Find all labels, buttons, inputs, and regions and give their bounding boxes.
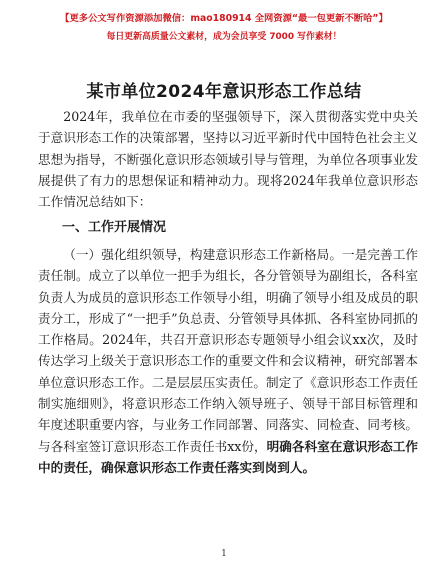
- section-heading: 一、工作开展情况: [62, 220, 167, 235]
- promo-banner-line2: 每日更新高质量公文素材，成为会员享受 7000 写作素材！: [106, 32, 342, 42]
- section-paragraph-emphasis: 明确各科室在意识形态工作中的责任，确保意识形态工作责任落实到岗到人。: [38, 438, 418, 475]
- section-paragraph-text: （一）强化组织领导，构建意识形态工作新格局。一是完善工作责任制。成立了以单位一把手为组长，各分管领导为副组长，各科室负责人为成员的意识形态工作领导小组，明确了领导小组及成员的职责分工，形成了“一把手”负总责、分管领导具体抓、各科室协同抓的工作格局。2024年，共召开意识形态专题领导小组会议xx次，及时传达学习上级关于意识形态工作的重要文件和会议精神，研究部署本单位意识形态工作。二是层层压实责任。制定了《意识形态工作责任制实施细则》，将意识形态工作纳入领导班子、领导干部目标管理和年度述职重要内容，与业务工作同部署、同落实、同检查、同考核。与各科室签订意识形态工作责任书xx份，: [38, 247, 418, 454]
- page-number: 1: [221, 549, 227, 559]
- document-title: 某市单位2024年意识形态工作总结: [86, 82, 362, 102]
- promo-banner: [0, 10, 448, 42]
- promo-banner-line1: 【更多公文写作资源添加微信：mao180914 全网资源“最一包更新不断哈”】: [60, 13, 388, 24]
- section-paragraph: [38, 244, 418, 478]
- intro-paragraph: 2024年，我单位在市委的坚强领导下，深入贯彻落实党中央关于意识形态工作的决策部署，坚持以习近平新时代中国特色社会主义思想为指导，不断强化意识形态领域引导与管理，为单位各项事业发展提供了有力的思想保证和精神动力。现将2024年我单位意识形态工作情况总结如下：: [38, 109, 418, 210]
